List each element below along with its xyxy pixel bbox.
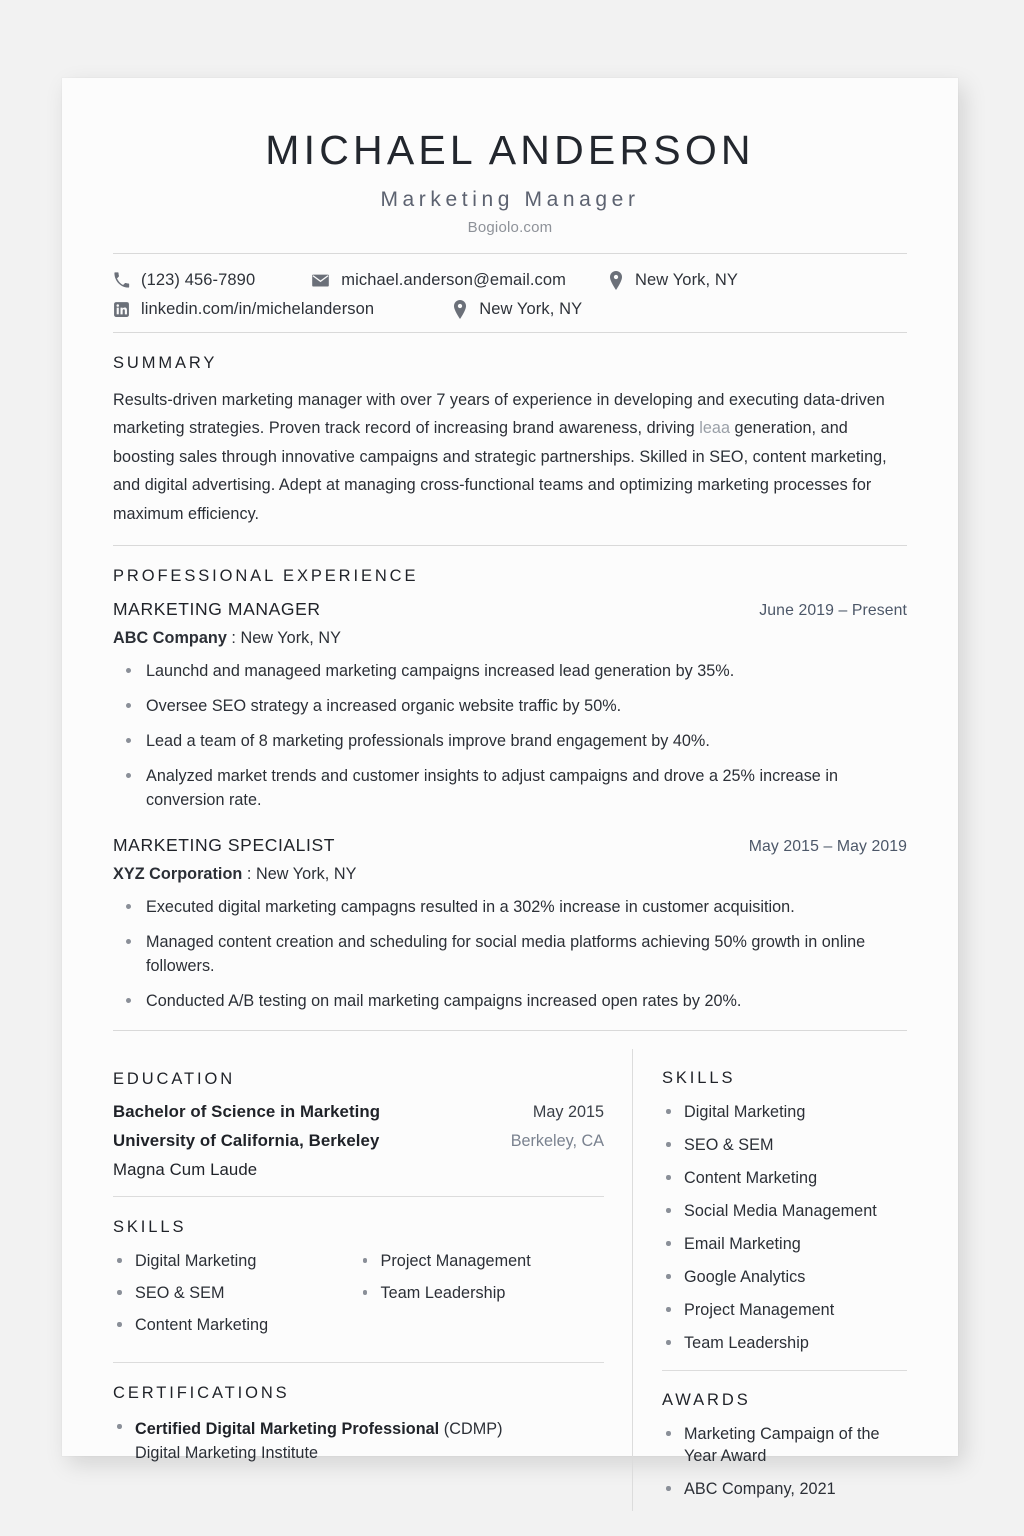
certifications-list: [113, 1416, 604, 1464]
education-honors-row: [113, 1160, 604, 1180]
education-degree: Bachelor of Science in Marketing: [113, 1102, 381, 1122]
section-heading-experience: PROFESSIONAL EXPERIENCE: [113, 567, 419, 586]
experience-header: [113, 599, 907, 620]
contact-linkedin[interactable]: [113, 300, 374, 319]
section-heading-skills-left: SKILLS: [113, 1218, 187, 1237]
contact-divider: [113, 332, 907, 333]
section-heading-skills-right: SKILLS: [662, 1069, 736, 1088]
resume-page: [62, 78, 958, 1499]
lower-columns: [113, 1049, 907, 1511]
envelope-icon: [311, 271, 330, 290]
contact-block: [113, 271, 907, 319]
contact-phone-text: (123) 456-7890: [141, 270, 256, 289]
experience-company: XYZ Corporation: [113, 865, 243, 884]
right-column: [633, 1049, 907, 1511]
experience-title: MARKETING MANAGER: [113, 599, 321, 620]
list-item: ABC Company, 2021: [662, 1478, 907, 1500]
experience-location: : New York, NY: [242, 865, 357, 884]
skills-grid: [113, 1250, 604, 1346]
contact-row-1: [113, 271, 907, 290]
job-role-subtitle: Marketing Manager: [380, 187, 640, 211]
list-item: SEO & SEM: [662, 1134, 907, 1156]
phone-icon: [113, 272, 130, 289]
left-column: [113, 1049, 632, 1511]
experience-date: May 2015 – May 2019: [748, 838, 907, 856]
education-date: May 2015: [532, 1103, 604, 1122]
contact-email[interactable]: [311, 271, 566, 290]
certification-entry: [135, 1420, 503, 1438]
section-heading-summary: SUMMARY: [113, 353, 218, 372]
page-title: MICHAEL ANDERSON: [265, 127, 755, 173]
website-label: Bogiolo.com: [467, 218, 553, 236]
list-item: Lead a team of 8 marketing professionals improve brand engagement by 40%.: [113, 729, 907, 753]
experience-entry: [113, 835, 907, 1013]
section-heading-certifications: CERTIFICATIONS: [113, 1384, 290, 1403]
summary-text: [113, 386, 907, 529]
skills-column-2: [359, 1250, 605, 1346]
education-degree-row: [113, 1102, 604, 1122]
list-item: Digital Marketing: [662, 1101, 907, 1123]
list-item: Content Marketing: [662, 1167, 907, 1189]
skills-right-list: [662, 1101, 907, 1354]
contact-email-text: michael.anderson@email.com: [341, 270, 567, 289]
skills-divider: [113, 1362, 604, 1363]
list-item: Launchd and manageed marketing campaigns increased lead generation by 35%.: [113, 659, 907, 683]
summary-faint-word: leaa: [699, 419, 730, 438]
section-heading-awards: AWARDS: [662, 1391, 751, 1410]
list-item: SEO & SEM: [113, 1282, 359, 1304]
awards-list: [662, 1423, 907, 1500]
list-item: Project Management: [662, 1299, 907, 1321]
list-item: Conducted A/B testing on mail marketing campaigns increased open rates by 20%.: [113, 989, 907, 1013]
experience-date: June 2019 – Present: [759, 602, 907, 620]
linkedin-icon: [113, 301, 130, 318]
education-location: Berkeley, CA: [510, 1132, 604, 1151]
list-item: Managed content creation and scheduling for social media platforms achieving 50% growth in online followers.: [113, 930, 907, 978]
contact-location-2[interactable]: [452, 300, 582, 319]
list-item: Marketing Campaign of the Year Award: [662, 1423, 907, 1467]
contact-linkedin-text: linkedin.com/in/michelanderson: [141, 299, 375, 318]
map-pin-icon: [452, 300, 468, 319]
summary-part-2: generation, and boosting sales through innovative campaigns and strategic partnerships. Skilled in SEO, content marketing, and digital advertising. Adept at managing cross-functional teams and optimizing marketing processes for maximum efficiency.: [113, 419, 887, 523]
experience-divider: [113, 1030, 907, 1031]
contact-phone[interactable]: [113, 271, 255, 290]
experience-company: ABC Company: [113, 629, 227, 648]
certification-name: Certified Digital Marketing Professional: [135, 1420, 440, 1439]
education-school: University of California, Berkeley: [113, 1131, 380, 1151]
experience-company-line: [113, 865, 907, 884]
experience-bullets: [113, 659, 907, 812]
list-item: Team Leadership: [359, 1282, 605, 1304]
list-item: Oversee SEO strategy a increased organic website traffic by 50%.: [113, 694, 907, 718]
list-item: Content Marketing: [113, 1314, 359, 1336]
list-item: Analyzed market trends and customer insights to adjust campaigns and drove a 25% increase in conversion rate.: [113, 764, 907, 812]
experience-bullets: [113, 895, 907, 1013]
header-divider: [113, 253, 907, 254]
skills-column-1: [113, 1250, 359, 1346]
list-item: Social Media Management: [662, 1200, 907, 1222]
certification-issuer: Digital Marketing Institute: [135, 1444, 319, 1463]
list-item: Email Marketing: [662, 1233, 907, 1255]
contact-location-text: New York, NY: [635, 270, 739, 289]
contact-location[interactable]: [608, 271, 738, 290]
contact-row-2: [113, 300, 907, 319]
education-divider: [113, 1196, 604, 1197]
list-item: [113, 1416, 604, 1464]
summary-part-1: Results-driven marketing manager with over 7 years of experience in developing and executing data-driven marketing strategies. Proven track record of increasing brand awareness, driving: [113, 390, 885, 438]
experience-location: : New York, NY: [226, 629, 341, 648]
experience-title: MARKETING SPECIALIST: [113, 835, 336, 856]
summary-divider: [113, 545, 907, 546]
certification-abbr: (CDMP): [439, 1420, 503, 1439]
list-item: Executed digital marketing campagns resulted in a 302% increase in customer acquisition.: [113, 895, 907, 919]
section-heading-education: EDUCATION: [113, 1070, 236, 1089]
contact-location-2-text: New York, NY: [479, 299, 583, 318]
list-item: Team Leadership: [662, 1332, 907, 1354]
list-item: Project Management: [359, 1250, 605, 1272]
map-pin-icon: [608, 271, 624, 290]
experience-header: [113, 835, 907, 856]
list-item: Google Analytics: [662, 1266, 907, 1288]
list-item: Digital Marketing: [113, 1250, 359, 1272]
experience-entry: [113, 599, 907, 812]
education-school-row: [113, 1131, 604, 1151]
education-honors: Magna Cum Laude: [113, 1160, 258, 1180]
experience-company-line: [113, 629, 907, 648]
right-skills-divider: [662, 1370, 907, 1371]
